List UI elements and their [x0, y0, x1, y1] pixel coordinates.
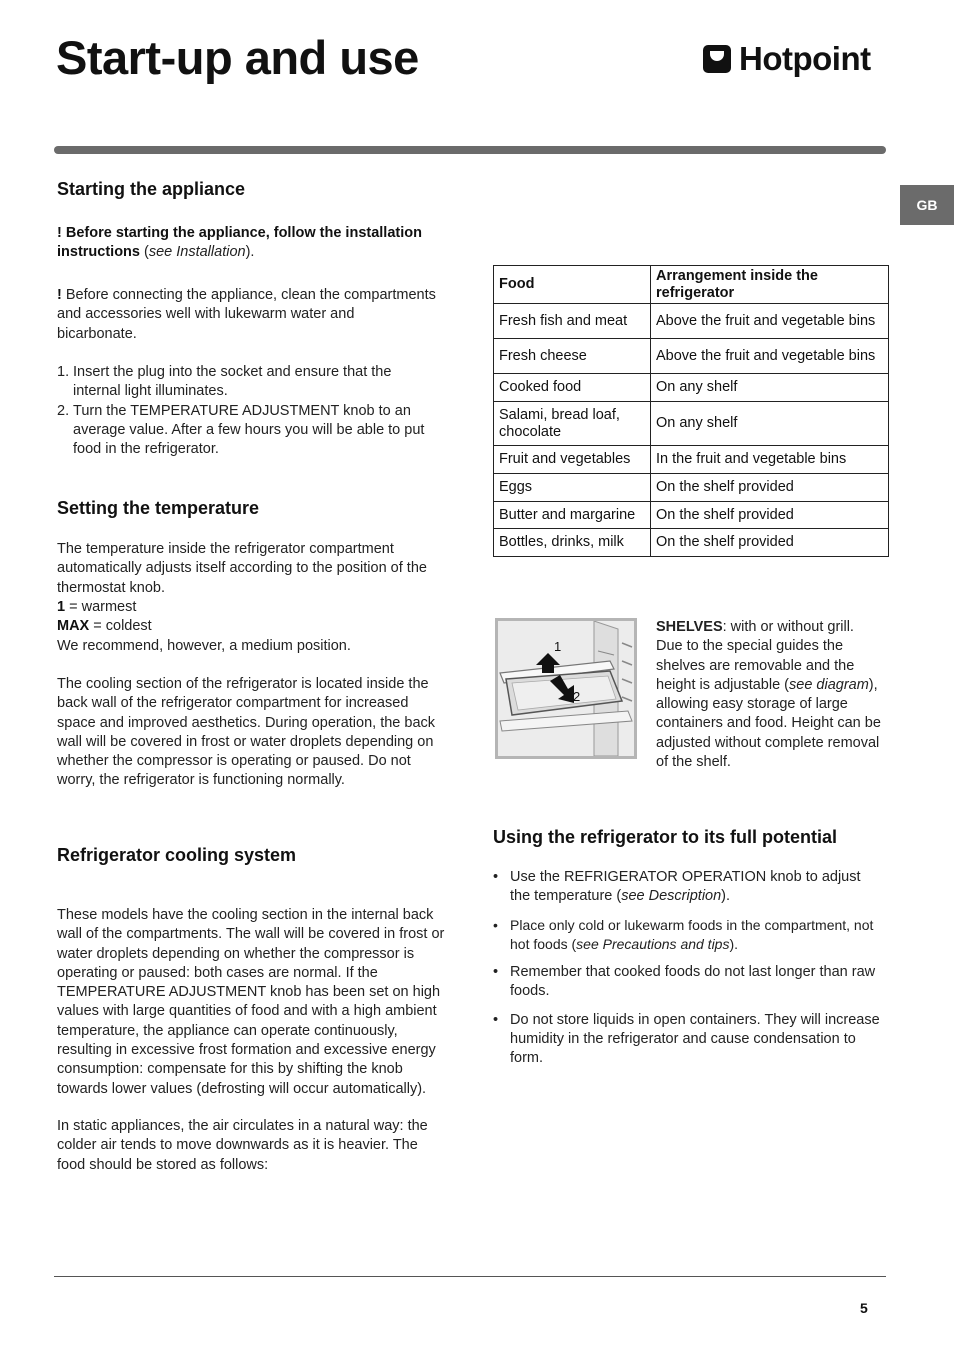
step-text: Turn the TEMPERATURE ADJUSTMENT knob to an average value. After a few hours you will be able to put food in the refrigerator. [73, 402, 425, 458]
food-cell: Fruit and vegetables [494, 446, 651, 474]
list-item [57, 363, 437, 402]
tip-text: ). [721, 888, 731, 904]
arrangement-cell: On any shelf [651, 402, 889, 446]
food-cell: Butter and margarine [494, 502, 651, 529]
food-cell: Cooked food [494, 374, 651, 402]
column-header: Food [494, 266, 651, 304]
warning-mark: ! [57, 225, 62, 241]
arrangement-cell: On the shelf provided [651, 502, 889, 529]
table-row [494, 474, 889, 502]
table-row [494, 529, 889, 557]
arrangement-cell: On any shelf [651, 374, 889, 402]
food-cell: Salami, bread loaf, chocolate [494, 402, 651, 446]
bullet-icon: • [493, 1011, 499, 1028]
cross-ref: see diagram [789, 676, 869, 693]
cross-ref: see Installation [148, 244, 246, 261]
bullet-icon: • [493, 916, 498, 933]
cross-ref: see Description [621, 888, 722, 904]
air-circulation-note: In static appliances, the air circulates in a natural way: the colder air tends to move downwards as it is heavier. The food should be stored as follows: [57, 1118, 428, 1173]
food-cell: Eggs [494, 474, 651, 502]
setting-value: = coldest [89, 618, 152, 634]
heading-temperature: Setting the temperature [57, 498, 260, 518]
brand-name: Hotpoint [739, 40, 871, 77]
footer-divider [54, 1276, 886, 1277]
shelf-diagram [495, 618, 637, 759]
arrangement-cell: Above the fruit and vegetable bins [651, 339, 889, 374]
temperature-intro: The temperature inside the refrigerator compartment automatically adjusts itself according to the position of the thermostat knob. [57, 541, 427, 596]
shelves-text: ), allowing easy storage of large containers and food. Height can be adjusted without complete removal of the shelf. [656, 676, 881, 771]
table-header-row [494, 266, 889, 304]
heading-cooling: Refrigerator cooling system [57, 845, 297, 865]
warmest-setting [57, 598, 136, 617]
tip-text: Use the REFRIGERATOR OPERATION knob to adjust the temperature ( [510, 869, 861, 904]
shelves-text: : with or without grill. Due to the special guides the shelves are removable and the height is adjustable ( [656, 619, 855, 693]
tips-list [493, 868, 883, 1077]
table-row [494, 304, 889, 339]
header-divider [54, 146, 886, 154]
cooling-description: These models have the cooling section in the internal back wall of the compartments. The wall will be covered in frost or water droplets depending on whether the compressor is operating or paused: both cases are normal. If the TEMPERATURE ADJUSTMENT knob has been set on high values with large quantities of food and with a high ambient temperature, the appliance can operate continuously, resulting in excessive frost formation and excessive energy consumption: compensate for this by shifting the knob towards lower values (defrosting will occur automatically). [57, 907, 445, 1097]
table-row [494, 339, 889, 374]
column-header: Arrangement inside the refrigerator [651, 266, 889, 304]
paren: ( [139, 244, 149, 261]
food-storage-table [493, 265, 889, 557]
tip-text: Do not store liquids in open containers. They will increase humidity in the refrigerator and cause condensation to form. [510, 1011, 880, 1066]
table-row [494, 402, 889, 446]
table-row [494, 502, 889, 529]
paren: ). [245, 244, 255, 261]
shelf-illustration-icon [498, 621, 634, 756]
setting-key: 1 [57, 599, 66, 615]
table-row [494, 446, 889, 474]
arrangement-cell: In the fruit and vegetable bins [651, 446, 889, 474]
brand-logo [703, 40, 871, 78]
warning-cleaning [57, 286, 437, 344]
food-cell: Fresh fish and meat [494, 304, 651, 339]
step-text: Insert the plug into the socket and ensure that the internal light illuminates. [73, 364, 392, 400]
setting-value: = warmest [65, 599, 137, 615]
bullet-icon: • [493, 869, 499, 885]
temperature-cooling-note: The cooling section of the refrigerator is located inside the back wall of the refrigerator compartment for increased space and improved aesthetics. During operation, the back wall will be covered in frost or water droplets depending on whether the compressor is operating or paused. Do not worry, the refrigerator is functioning normally. [57, 676, 436, 789]
setting-key: MAX [57, 618, 90, 634]
warning-text: Before connecting the appliance, clean the compartments and accessories well with lukewarm water and bicarbonate. [57, 287, 436, 342]
list-item [493, 868, 883, 906]
arrangement-cell: On the shelf provided [651, 529, 889, 557]
startup-steps [57, 363, 437, 459]
arrangement-cell: Above the fruit and vegetable bins [651, 304, 889, 339]
shelves-description [656, 618, 881, 772]
table-row [494, 374, 889, 402]
temperature-recommendation: We recommend, however, a medium position. [57, 638, 351, 654]
step-number: 1. [57, 364, 70, 380]
shelves-label: SHELVES [656, 619, 723, 635]
tip-text: Place only cold or lukewarm foods in the compartment, not hot foods ( [510, 916, 874, 952]
warning-text: Before starting the appliance, follow the installation instructions [57, 225, 422, 261]
tip-text: Remember that cooked foods do not last longer than raw foods. [510, 964, 876, 1000]
list-item [57, 402, 437, 460]
tip-text: ). [729, 935, 739, 952]
heading-full-potential: Using the refrigerator to its full potential [493, 827, 838, 847]
step-number: 2. [57, 402, 70, 419]
bullet-icon: • [493, 964, 499, 981]
diagram-label-2: 2 [573, 689, 581, 704]
warning-installation [57, 224, 449, 263]
food-cell: Bottles, drinks, milk [494, 529, 651, 557]
hotpoint-logo-icon [703, 45, 731, 73]
heading-starting: Starting the appliance [57, 179, 246, 199]
food-cell: Fresh cheese [494, 339, 651, 374]
list-item [493, 916, 883, 954]
page-number: 5 [860, 1300, 868, 1316]
language-tab: GB [900, 185, 954, 225]
cross-ref: see Precautions and tips [576, 935, 730, 952]
diagram-label-1: 1 [554, 639, 562, 654]
coldest-setting [57, 617, 152, 636]
list-item [493, 963, 883, 1001]
list-item [493, 1011, 883, 1068]
warning-mark: ! [57, 287, 62, 303]
arrangement-cell: On the shelf provided [651, 474, 889, 502]
page-title: Start-up and use [56, 31, 419, 84]
